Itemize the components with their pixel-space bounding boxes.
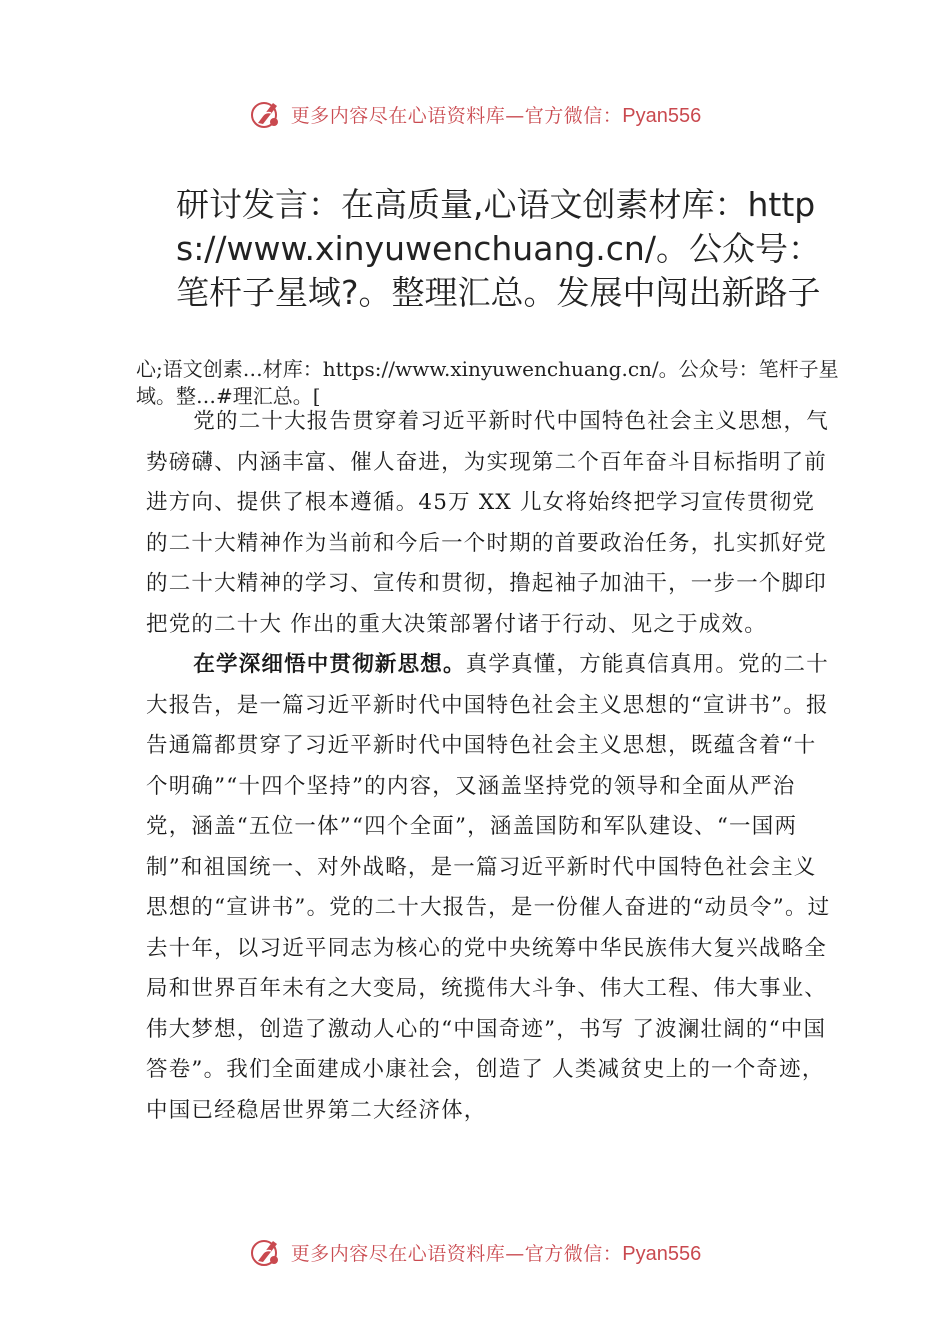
footer-banner xyxy=(0,1232,950,1272)
header-banner xyxy=(0,94,950,134)
paragraph-2 xyxy=(146,645,836,1131)
paragraph-2-text: 真学真懂，方能真信真用。党的二十大报告，是一篇习近平新时代中国特色社会主义思想的“宣讲书”。报告通篇都贯穿了习近平新时代中国特色社会主义思想，既蕴含着“十个明确”“十四个坚持”的内容，又涵盖坚持党的领导和全面从严治党，涵盖“五位一体”“四个全面”，涵盖国防和军队建设、“一国两制”和祖国统一、对外战略，是一篇习近平新时代中国特色社会主义思想的“宣讲书”。党的二十大报告，是一份催人奋进的“动员令”。过去十年，以习近平同志为核心的党中央统筹中华民族伟大复兴战略全局和世界百年未有之大变局，统揽伟大斗争、伟大工程、伟大事业、伟大梦想，创造了激动人心的“中国奇迹”，书写 了波澜壮阔的“中国答卷”。我们全面建成小康社会，创造了 人类减贫史上的一个奇迹，中国已经稳居世界第二大经济体， xyxy=(146,652,831,1123)
quill-pen-seal-icon xyxy=(249,1235,283,1269)
document-body xyxy=(146,402,836,1131)
footer-banner-text: 更多内容尽在心语资料库—官方微信：Pyan556 xyxy=(290,1242,702,1265)
paragraph-2-lead: 在学深细悟中贯彻新思想。 xyxy=(193,652,466,677)
document-title: 研讨发言：在高质量,心语文创素材库：https://www.xinyuwenchuang.cn/。公众号：笔杆子星域?。整理汇总。发展中闯出新路子 xyxy=(176,185,821,312)
paragraph-1: 党的二十大报告贯穿着习近平新时代中国特色社会主义思想，气势磅礴、内涵丰富、催人奋进，为实现第二个百年奋斗目标指明了前进方向、提供了根本遵循。45万 XX 儿女将始终把学习宣传贯彻党的二十大精神作为当前和今后一个时期的首要政治任务，扎实抓好党的二十大精神的学习、宣传和贯彻，撸起袖子加油干，一步一个脚印把党的二十大 作出的重大决策部署付诸于行动、见之于成效。 xyxy=(146,409,829,637)
source-subline: 心;语文创素…材库：https://www.xinyuwenchuang.cn/。公众号：笔杆子星域。整…#理汇总。[ xyxy=(136,357,839,408)
quill-pen-seal-icon xyxy=(249,97,283,131)
header-banner-text: 更多内容尽在心语资料库—官方微信：Pyan556 xyxy=(290,104,702,127)
